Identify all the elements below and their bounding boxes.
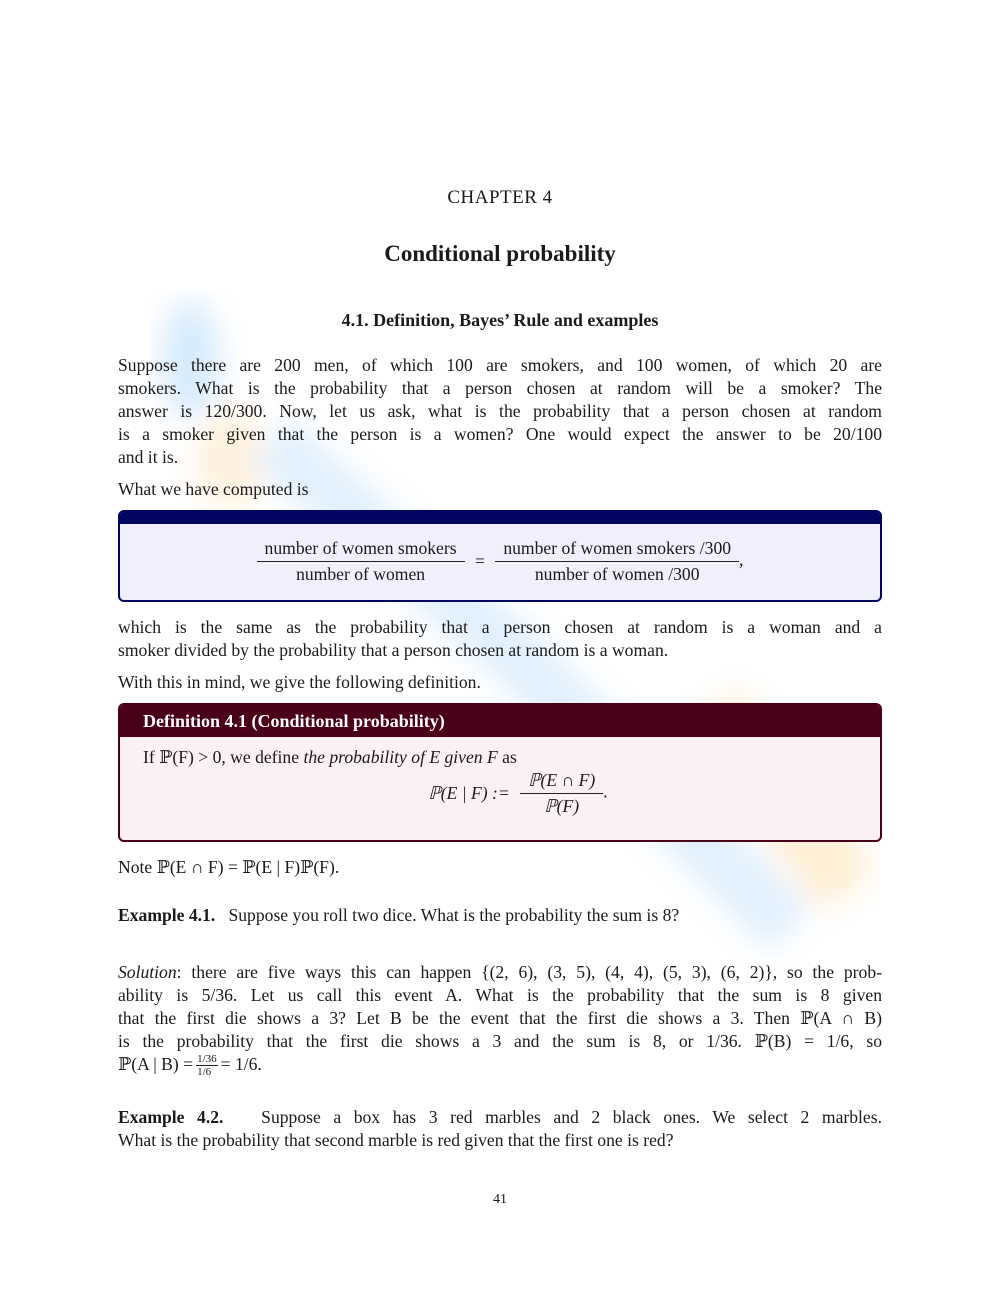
final-numerator: 1/36 xyxy=(197,1053,217,1066)
right-denominator: number of women /300 xyxy=(534,564,700,584)
definition-formula xyxy=(143,770,857,817)
example-4-1 xyxy=(118,904,882,927)
final-denominator: 1/6 xyxy=(197,1066,212,1079)
example-label: Example 4.2. xyxy=(118,1107,224,1127)
final-fraction xyxy=(196,1053,218,1078)
formula-numerator: ℙ(E ∩ F) xyxy=(520,770,603,794)
formula-denominator: ℙ(F) xyxy=(544,796,580,816)
solution-line: ability is 5/36. Let us call this event A. What is the probability that the sum is 8 given xyxy=(118,985,882,1005)
final-rhs: = 1/6. xyxy=(220,1054,262,1074)
equals-sign: = xyxy=(474,551,485,571)
definition-italic-term: the probability of E given F xyxy=(303,747,498,767)
solution-line: : there are five ways this can happen {(2, 6), (3, 5), (4, 4), (5, 3), (6, 2)}, so the prob- xyxy=(176,962,882,982)
left-fraction xyxy=(257,538,465,585)
example-4-2 xyxy=(118,1106,882,1152)
left-numerator: number of women smokers xyxy=(257,538,465,562)
intro-line: answer is 120/300. Now, let us ask, what is the probability that a person chosen at random xyxy=(118,401,882,421)
definition-text xyxy=(143,747,857,768)
equation-comma: , xyxy=(739,549,744,570)
definition-lead-in xyxy=(118,671,882,694)
chapter-label: CHAPTER 4 xyxy=(447,187,553,208)
solution-line: is the probability that the first die shows a 3 and the sum is 8, or 1/36. ℙ(B) = 1/6, so xyxy=(118,1031,882,1051)
equation-box xyxy=(118,510,882,602)
section-heading: 4.1. Definition, Bayes’ Rule and examples xyxy=(341,310,659,330)
definition-suffix: as xyxy=(497,747,517,767)
solution-paragraph xyxy=(118,961,882,1078)
definition-title: Definition 4.1 (Conditional probability) xyxy=(120,705,880,737)
right-fraction xyxy=(495,538,739,585)
ratio-equation xyxy=(120,538,880,585)
formula-fraction xyxy=(520,770,603,817)
solution-label: Solution xyxy=(118,962,177,982)
intro-line: is a smoker given that the person is a women? One would expect the answer to be 20/100 xyxy=(118,424,882,444)
solution-line: that the first die shows a 3? Let B be the event that the first die shows a 3. Then ℙ(A ∩ B) xyxy=(118,1008,882,1028)
left-denominator: number of women xyxy=(296,564,426,584)
note-line xyxy=(118,856,882,879)
definition-box xyxy=(118,703,882,842)
lead-in-text: With this in mind, we give the following definition. xyxy=(118,672,481,692)
definition-body xyxy=(120,737,880,827)
example-text: What is the probability that second marble is red given that the first one is red? xyxy=(118,1130,674,1150)
example-label: Example 4.1. xyxy=(118,905,216,925)
computed-lead-in xyxy=(118,478,882,501)
after-box-paragraph xyxy=(118,616,882,662)
example-text: Suppose you roll two dice. What is the probability the sum is 8? xyxy=(228,905,680,925)
definition-prefix: If ℙ(F) > 0, we define xyxy=(143,747,304,767)
equation-box-header xyxy=(120,512,880,524)
solution-final-line xyxy=(118,1053,882,1078)
intro-line: and it is. xyxy=(118,447,179,467)
formula-lhs: ℙ(E | F) := xyxy=(428,783,510,803)
final-lhs: ℙ(A | B) = xyxy=(118,1054,194,1074)
right-numerator: number of women smokers /300 xyxy=(495,538,739,562)
after-line: smoker divided by the probability that a person chosen at random is a woman. xyxy=(118,640,669,660)
intro-paragraph xyxy=(118,354,882,469)
page-number: 41 xyxy=(493,1192,507,1207)
note-text: Note ℙ(E ∩ F) = ℙ(E | F)ℙ(F). xyxy=(118,857,340,877)
intro-line: Suppose there are 200 men, of which 100 are smokers, and 100 women, of which 20 are xyxy=(118,355,882,375)
chapter-title: Conditional probability xyxy=(384,241,616,266)
intro-line: smokers. What is the probability that a person chosen at random will be a smoker? The xyxy=(118,378,882,398)
example-text: Suppose a box has 3 red marbles and 2 black ones. We select 2 marbles. xyxy=(261,1107,882,1127)
after-line: which is the same as the probability that a person chosen at random is a woman and a xyxy=(118,617,882,637)
formula-period: . xyxy=(603,781,608,802)
computed-text: What we have computed is xyxy=(118,479,309,499)
